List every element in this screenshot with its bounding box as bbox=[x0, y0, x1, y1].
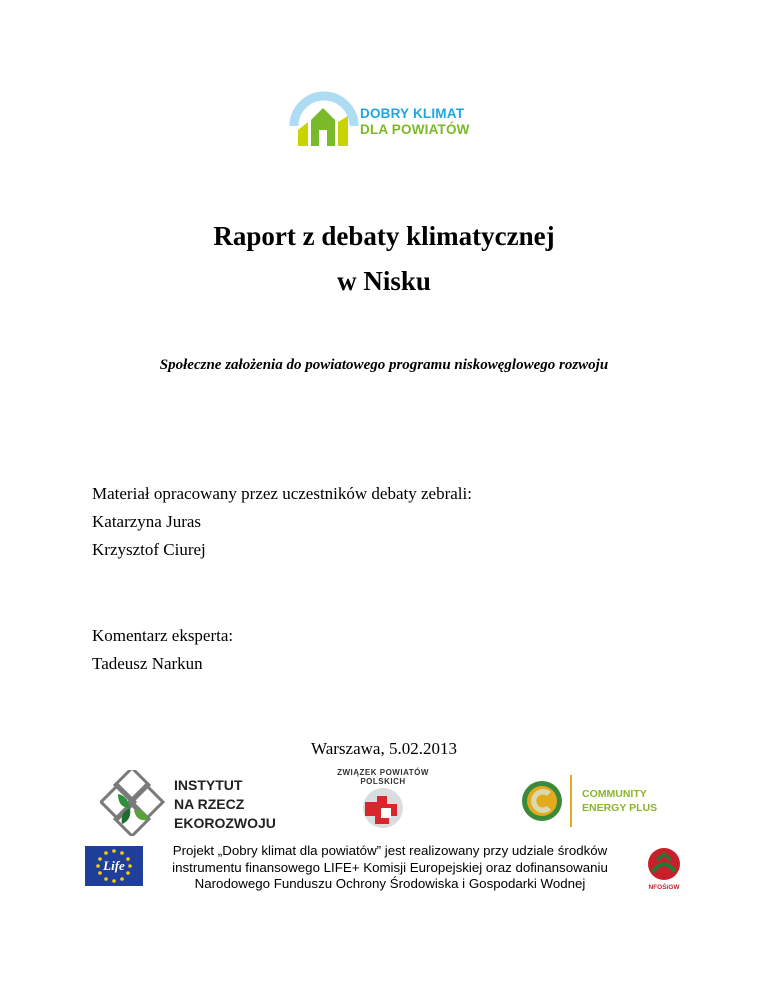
ine-line3: EKOROZWOJU bbox=[174, 815, 276, 831]
nfosigw-logo bbox=[643, 846, 685, 894]
dobry-klimat-line2: DLA POWIATÓW bbox=[360, 122, 470, 137]
ine-line2: NA RZECZ bbox=[174, 796, 245, 812]
community-energy-emblem-icon bbox=[518, 773, 574, 829]
nfosigw-text: NFOŚiGW bbox=[648, 884, 680, 891]
expert-label: Komentarz eksperta: bbox=[92, 626, 234, 645]
life-text: Life bbox=[103, 858, 125, 873]
footer-line3: Narodowego Funduszu Ochrony Środowiska i Gospodarki Wodnej bbox=[194, 876, 586, 891]
footer-line1: Projekt „Dobry klimat dla powiatów” jest realizowany przy udziale środków bbox=[172, 843, 608, 858]
ine-logo bbox=[100, 770, 280, 836]
zwiazek-powiatow-logo bbox=[335, 766, 431, 842]
nfosigw-emblem-icon bbox=[643, 846, 685, 886]
dobry-klimat-line1: DOBRY KLIMAT bbox=[360, 106, 465, 121]
dobry-klimat-emblem-icon bbox=[288, 86, 360, 152]
report-title-line2: w Nisku bbox=[337, 266, 431, 296]
authors-intro: Materiał opracowany przez uczestników debaty zebrali: bbox=[92, 484, 472, 503]
community-energy-plus-logo bbox=[518, 773, 668, 829]
dobry-klimat-logo bbox=[288, 86, 488, 152]
ine-line1: INSTYTUT bbox=[174, 777, 243, 793]
author-name: Katarzyna Juras bbox=[92, 512, 202, 531]
eu-life-logo bbox=[85, 846, 143, 886]
community-line1: COMMUNITY bbox=[582, 788, 647, 800]
expert-name: Tadeusz Narkun bbox=[92, 654, 203, 673]
community-line2: ENERGY PLUS bbox=[582, 802, 658, 814]
author-name: Krzysztof Ciurej bbox=[92, 540, 206, 559]
report-date: Warszawa, 5.02.2013 bbox=[311, 739, 457, 758]
zwiazek-arc-text: ZWIĄZEK POWIATÓW POLSKICH bbox=[337, 768, 429, 786]
footer-line2: instrumentu finansowego LIFE+ Komisji Europejskiej oraz dofinansowaniu bbox=[172, 859, 608, 875]
footer-text bbox=[150, 843, 630, 893]
report-title-line1: Raport z debaty klimatycznej bbox=[213, 221, 555, 251]
ine-emblem-icon bbox=[100, 770, 166, 836]
report-subtitle: Społeczne założenia do powiatowego programu niskowęglowego rozwoju bbox=[159, 357, 609, 373]
